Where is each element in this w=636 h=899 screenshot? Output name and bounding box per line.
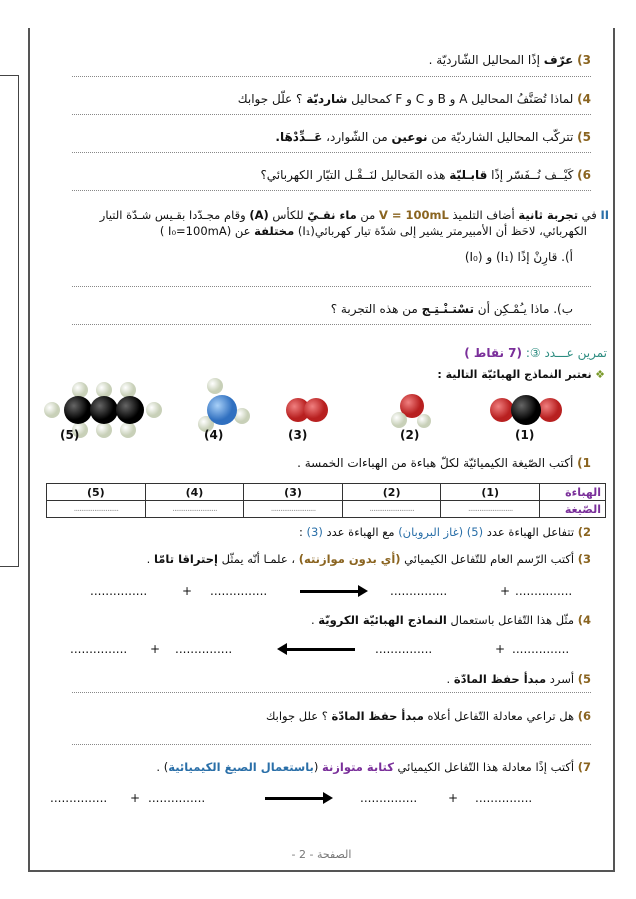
blank[interactable]: ............... <box>475 791 533 805</box>
question-5 <box>275 130 591 144</box>
formula-input[interactable]: ........................ <box>47 501 146 518</box>
ex3-question-7 <box>156 760 591 774</box>
bold: قابـليّة <box>449 168 488 182</box>
text: أكتب الرّسم العام للتّفاعل الكيميائي <box>400 552 575 566</box>
blank[interactable]: ............... <box>70 642 128 656</box>
text: هل تراعي معادلة التّفاعل أعلاه <box>423 709 575 723</box>
arrow-left-icon <box>285 648 355 651</box>
points: (7 نقاط ) <box>464 346 523 360</box>
question-3 <box>429 53 591 67</box>
text: ( <box>313 760 323 774</box>
equation-row-2 <box>70 642 590 656</box>
molecule-1-co2 <box>490 395 562 425</box>
bold: النماذج الهبائيّة الكرويّة <box>318 613 447 627</box>
ex3-question-2 <box>299 525 591 539</box>
col-header: (5) <box>47 484 146 501</box>
arrow-right-icon <box>265 797 325 800</box>
volume: V = 100mL <box>379 208 449 222</box>
molecule-2-water <box>391 394 431 428</box>
equation-row-1 <box>70 584 590 598</box>
bold: نوعين <box>391 130 428 144</box>
answer-line[interactable] <box>72 324 591 325</box>
answer-line[interactable] <box>72 286 591 287</box>
formula-input[interactable]: ........................ <box>244 501 343 518</box>
equation-row-3 <box>50 791 590 805</box>
ref: (5) <box>466 525 484 539</box>
plus: + <box>495 642 506 656</box>
bold: عرّف <box>543 53 574 67</box>
plus: + <box>500 584 511 598</box>
text: ؟ علل جوابك <box>265 709 332 723</box>
molecule-label: (1) <box>515 428 535 442</box>
text: وقام مجـدّدا بقـيس شـدّة التيار <box>99 208 250 222</box>
blank[interactable]: ............... <box>515 584 573 598</box>
text: تتركّب المحاليل الشارديّة من <box>427 130 574 144</box>
text: أكتب إذًا معادلة هذا التّفاعل الكيميائي <box>393 760 575 774</box>
molecule-models <box>30 368 613 458</box>
answer-line[interactable] <box>72 76 591 77</box>
num: 6) <box>577 709 591 723</box>
ex3-question-6 <box>266 709 591 723</box>
text: إذًا المحاليل الشّارديّة . <box>428 53 544 67</box>
molecule-label: (5) <box>60 428 80 442</box>
text: مثّل هذا التّفاعل باستعمال <box>446 613 575 627</box>
ex3-question-3 <box>147 552 591 566</box>
num: 5) <box>577 130 591 144</box>
blank[interactable]: ............... <box>50 791 108 805</box>
bold: عَــدِّدْهَا. <box>275 130 323 144</box>
bold: مختلفة <box>254 224 295 238</box>
blank[interactable]: ............... <box>375 642 433 656</box>
text: للكأس <box>268 208 308 222</box>
question-4 <box>238 92 591 106</box>
text: من الشّوارد، <box>322 130 392 144</box>
col-header: (1) <box>441 484 540 501</box>
text: من <box>356 208 379 222</box>
exam-page <box>28 28 615 872</box>
num: 5) <box>577 672 591 686</box>
answer-line[interactable] <box>72 114 591 115</box>
plus: + <box>130 791 141 805</box>
answer-line[interactable] <box>72 152 591 153</box>
num: 4) <box>577 613 591 627</box>
num: 7) <box>577 760 591 774</box>
plus: + <box>448 791 459 805</box>
part2-a: أ). قارِنْ إذًا (I₁) و (I₀) <box>464 250 573 264</box>
num: 3) <box>577 53 591 67</box>
text: عن (I₀=100mA ) <box>159 224 255 238</box>
text: ، علمـا أنّه يمثّل <box>217 552 299 566</box>
part2-line1 <box>100 208 609 222</box>
note: باستعمال الصيغ الكيميائية <box>168 760 314 774</box>
text: مع الهباءة عدد <box>322 525 399 539</box>
note: (أي بدون موازنته) <box>298 552 401 566</box>
blank[interactable]: ............... <box>175 642 233 656</box>
bold: ماء نقـيّ <box>307 208 357 222</box>
formula-input[interactable]: ........................ <box>342 501 441 518</box>
text: أسرد <box>546 672 575 686</box>
header-cell: الهباءة <box>540 484 606 501</box>
formula-input[interactable]: ........................ <box>441 501 540 518</box>
num: 6) <box>577 168 591 182</box>
answer-line[interactable] <box>72 190 591 191</box>
blank[interactable]: ............... <box>210 584 268 598</box>
arrow-right-icon <box>300 590 360 593</box>
bold: تسْتـنْـتِـج <box>421 302 474 316</box>
bold: كتابة متوازنة <box>322 760 394 774</box>
bold: شارديّة <box>306 92 348 106</box>
page-footer: الصفحة - 2 - <box>291 848 352 861</box>
blank[interactable]: ............... <box>512 642 570 656</box>
text: هذه المَحاليل لنَــقْـل التيّار الكهربائي؟ <box>260 168 450 182</box>
molecule-3-o2 <box>286 398 328 422</box>
part2-b <box>331 302 573 316</box>
text: كَيْــف نُــفَسّر إذًا <box>487 168 574 182</box>
text: نعتبر النماذج الهبائيّة التالية : <box>437 368 592 381</box>
text: أضاف التلميذ <box>448 208 519 222</box>
part2-line2 <box>160 224 587 238</box>
blank[interactable]: ............... <box>148 791 206 805</box>
plus: + <box>182 584 193 598</box>
text: . <box>310 613 319 627</box>
molecule-4-ammonia <box>198 378 250 432</box>
ref: (3) <box>306 525 323 539</box>
num: 4) <box>577 92 591 106</box>
blank[interactable]: ............... <box>390 584 448 598</box>
formula-table <box>46 483 606 518</box>
col-header: (4) <box>145 484 244 501</box>
header-cell: الصّيغة <box>540 501 606 518</box>
ex3-question-1 <box>297 456 591 470</box>
gas-name: (غاز البروبان) <box>398 525 464 539</box>
text: . <box>446 672 454 686</box>
text: تتفاعل الهباءة عدد <box>483 525 575 539</box>
bold: إحتراقا تامّا <box>153 552 218 566</box>
ex3-question-4 <box>311 613 591 627</box>
formula-input[interactable]: ........................ <box>145 501 244 518</box>
molecule-label: (3) <box>288 428 308 442</box>
text: ) . <box>156 760 169 774</box>
exercise-3-title <box>464 346 607 360</box>
bold: مبدأ حفظ المادّة <box>331 709 424 723</box>
bold: مبدأ حفظ المادّة <box>453 672 547 686</box>
text: في <box>578 208 597 222</box>
num: 1) <box>577 456 591 470</box>
text: . <box>146 552 154 566</box>
section-number: II <box>600 208 609 222</box>
bold: تجربة ثانية <box>518 208 579 222</box>
col-header: (2) <box>342 484 441 501</box>
answer-line[interactable] <box>72 744 591 745</box>
molecule-label: (2) <box>400 428 420 442</box>
molecule-label: (4) <box>204 428 224 442</box>
text: : <box>298 525 307 539</box>
blank[interactable]: ............... <box>90 584 148 598</box>
text: ؟ علّل جوابك <box>237 92 307 106</box>
num: 3) <box>577 552 591 566</box>
blank[interactable]: ............... <box>360 791 418 805</box>
text: لماذا تُصَنَّفُ المحاليل A و B و C و F كمحاليل <box>347 92 574 106</box>
text: الكهربائي، لاحَظ أن الأمبيرمتر يشير إلى شدّة تيار كهربائي(I₁) <box>294 224 587 238</box>
col-header: (3) <box>244 484 343 501</box>
bold: (A) <box>249 208 269 222</box>
text: ب). ماذا يـُمْـكِن أن <box>473 302 573 316</box>
num: 2) <box>577 525 591 539</box>
plus: + <box>150 642 161 656</box>
text: أكتب الصّيغة الكيميائيّة لكلّ هباءة من الهباءات الخمسة . <box>297 456 574 470</box>
title: تمرين عـــدد ③: <box>525 346 607 360</box>
side-margin-box <box>0 75 19 567</box>
text: من هذه التجربة ؟ <box>330 302 422 316</box>
answer-line[interactable] <box>72 692 591 693</box>
ex3-question-5 <box>447 672 591 686</box>
question-6 <box>260 168 591 182</box>
diamond-bullet-icon: ❖ <box>595 368 605 381</box>
